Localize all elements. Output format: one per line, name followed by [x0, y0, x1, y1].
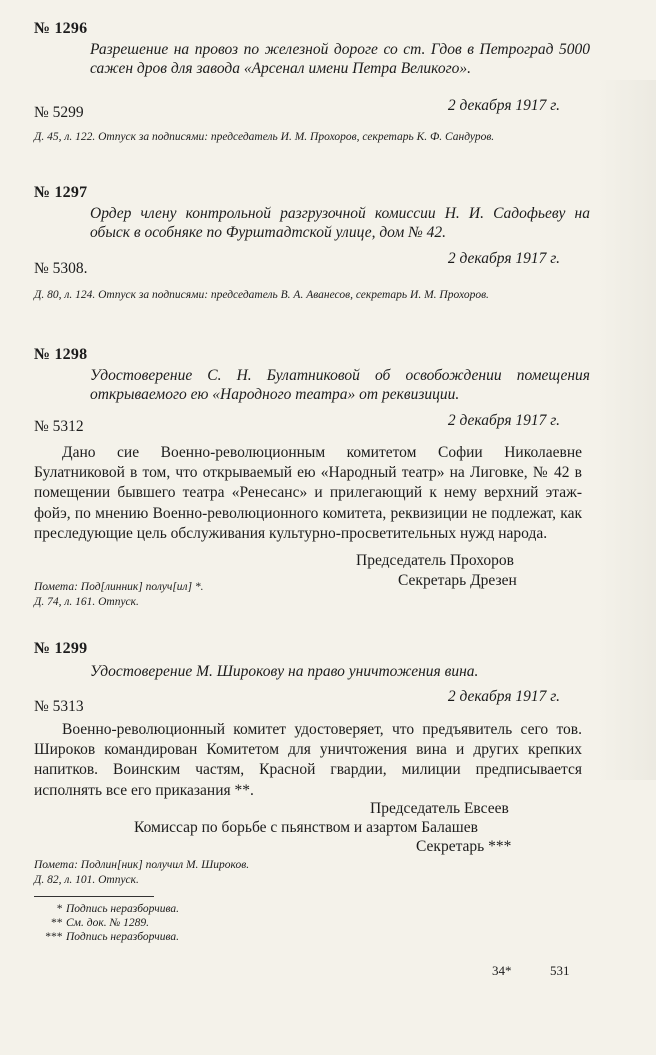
entry-date: 2 декабря 1917 г. [447, 97, 560, 114]
show-through-shadow [596, 80, 656, 780]
entry-date: 2 декабря 1917 г. [447, 412, 560, 429]
footnote-mark: *** [44, 931, 62, 943]
signature-secretary: Секретарь Дрезен [398, 572, 517, 589]
entry-title: Удостоверение М. Широкову на право уничтожения вина. [90, 663, 479, 680]
signature-chairman: Председатель Прохоров [356, 552, 514, 569]
document-number: № 5299 [34, 104, 84, 121]
footnote [34, 902, 179, 916]
entry-number: № 1298 [34, 346, 88, 363]
entry-number: № 1299 [34, 640, 88, 657]
signature-commissar: Комиссар по борьбе с пьянством и азартом Балашев [134, 819, 478, 836]
document-number: № 5313 [34, 698, 84, 715]
footnote [34, 916, 149, 930]
document-body: Военно-революционный комитет удостоверяет, что предъявитель сего тов. Широков командирован Комитетом для уничтожения вина и других крепких напитков. Воинским частям, Красной гвардии, милиции предписывается исполнять все его приказания **. [34, 721, 582, 799]
footnote-rule [34, 896, 154, 897]
page-number: 531 [550, 963, 570, 978]
entry-title: Удостоверение С. Н. Булатниковой об освобождении помещения открываемого ею «Народного театра» от реквизиции. [90, 367, 590, 403]
footnote [34, 930, 179, 944]
footnote-text: См. док. № 1289. [66, 917, 150, 929]
document-body: Дано сие Военно-революционным комитетом Софии Николаевне Булатниковой в том, что открываемый ею «Народный театр» на Лиговке, № 42 в помещении бывшего театра «Ренесанс» и прилегающий к нему верхний этаж-фойэ, по мнению Военно-революционного комитета, реквизиции не подлежат, как преследующие цель обслуживания культурно-просветительных нужд народа. [34, 444, 582, 542]
remark: Помета: Под[линник] получ[ил] *. [34, 581, 204, 593]
document-number: № 5308. [34, 260, 88, 277]
signature-secretary: Секретарь *** [416, 838, 512, 855]
entry-number: № 1297 [34, 184, 88, 201]
remark: Помета: Подлин[ник] получил М. Широков. [34, 859, 250, 871]
archive-note: Д. 74, л. 161. Отпуск. [34, 596, 139, 608]
footnote-text: Подпись неразборчива. [66, 931, 179, 943]
archive-note: Д. 45, л. 122. Отпуск за подписями: председатель И. М. Прохоров, секретарь К. Ф. Сандуров. [34, 131, 495, 143]
footnote-text: Подпись неразборчива. [66, 903, 179, 915]
footnote-mark: ** [50, 917, 62, 929]
entry-title: Разрешение на провоз по железной дороге со ст. Гдов в Петроград 5000 сажен дров для завода «Арсенал имени Петра Великого». [90, 41, 590, 77]
signature-chairman: Председатель Евсеев [370, 800, 509, 817]
document-number: № 5312 [34, 418, 84, 435]
entry-date: 2 декабря 1917 г. [447, 250, 560, 267]
entry-title: Ордер члену контрольной разгрузочной комиссии Н. И. Садофьеву на обыск в особняке по Фурштадтской улице, дом № 42. [90, 205, 590, 241]
archive-note: Д. 80, л. 124. Отпуск за подписями: председатель В. А. Аванесов, секретарь И. М. Прохоров. [34, 289, 489, 301]
signature-mark: 34* [492, 963, 512, 978]
entry-date: 2 декабря 1917 г. [447, 688, 560, 705]
archive-note: Д. 82, л. 101. Отпуск. [34, 874, 139, 886]
entry-number: № 1296 [34, 20, 88, 37]
footnote-mark: * [56, 903, 62, 915]
